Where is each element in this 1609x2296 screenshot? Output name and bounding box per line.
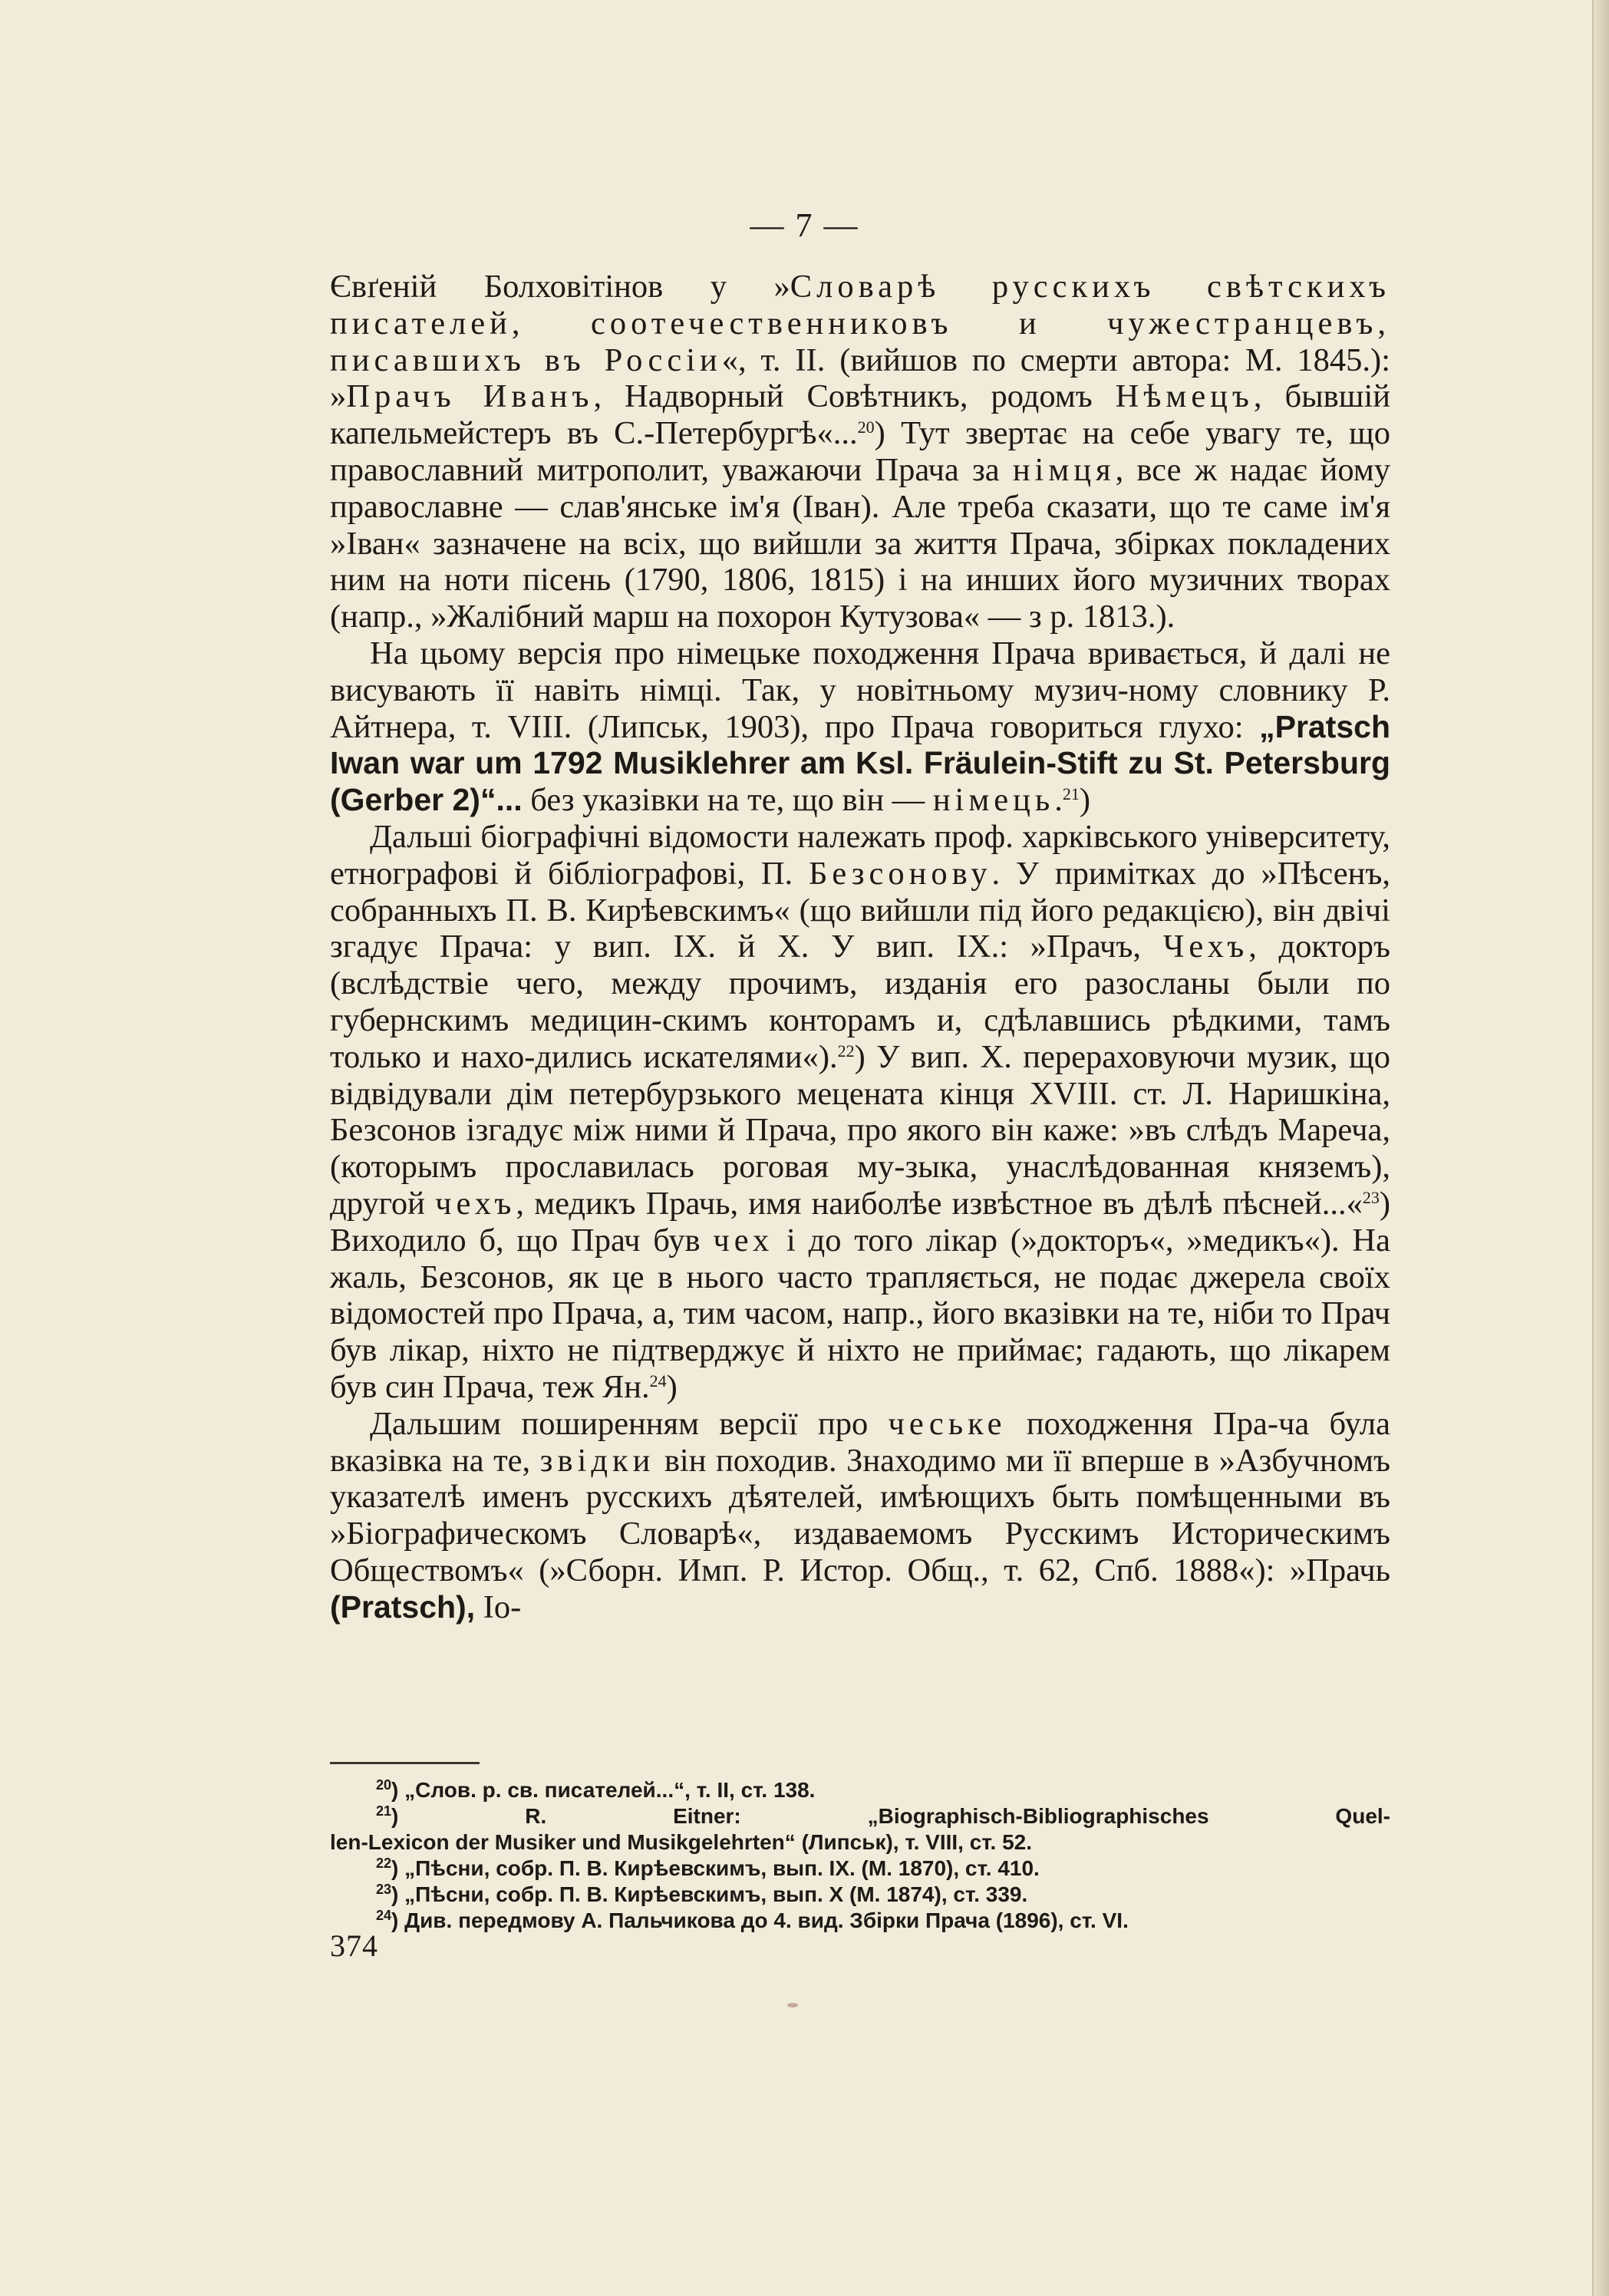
spaced-emphasis: чех: [713, 1222, 774, 1259]
footnote-text: „Слов. р. св. писателей...“, т. II, ст. 138.: [404, 1778, 816, 1802]
text-run: ) Тут: [874, 415, 950, 452]
footnote-number: 20: [376, 1777, 392, 1793]
spaced-emphasis: Безсонову: [808, 855, 992, 892]
text-run: на те, що він —: [707, 782, 933, 819]
text-run: Прача за: [875, 451, 1013, 488]
german-quote: (Pratsch),: [330, 1588, 476, 1625]
spaced-emphasis: писавшихъ въ Россіи: [330, 341, 722, 378]
text-run: Іо-: [475, 1588, 522, 1625]
text-run: на те, ніби то Прач був лікар, ніхто не підтверджує й ніхто не: [330, 1295, 1390, 1369]
text-run: издаваемомъ Русскимъ Историческимъ Обществомъ« (»Сборн.: [330, 1516, 1390, 1588]
spaced-emphasis: чехъ: [435, 1185, 516, 1222]
text-run: , Надворный Совѣтникъ, родомъ: [593, 378, 1093, 415]
text-run: і до того лікар (»докторъ«, »медикъ«). На жаль,: [330, 1222, 1390, 1295]
spaced-emphasis: німець: [932, 782, 1055, 819]
paragraph: [330, 819, 1390, 1406]
text-run: примітках до »Пѣсенъ, собранныхъ П. В. Кирѣевскимъ« (що: [330, 855, 1391, 929]
text-run: «, т. II. (вийшов по смерти автора:: [721, 341, 1231, 378]
text-run: відвідували дім петербурзького мецената кінця XVIII. ст. Л.: [330, 1075, 1213, 1112]
text-run: Євґеній Болховітінов у »: [330, 269, 790, 305]
paragraph: [330, 635, 1390, 819]
spaced-emphasis: Нѣмецъ: [1115, 378, 1254, 415]
text-run: дились искателями«).: [535, 1038, 838, 1075]
sheet-number: 374: [330, 1928, 378, 1963]
text-run: , докторъ (вслѣдствіе чего, между: [330, 929, 1391, 1002]
german-quote: Ksl. Fräulein-Stift zu St. Petersburg (Gerber 2)“...: [330, 745, 1390, 818]
footnote: $^{23}$) „Пѣсни, собр. П. В. Кирѣевскимъ, вып. X (М. 1874), ст. 339.: [376, 1882, 1028, 1906]
text-run: він походив. Знаходимо ми її: [654, 1442, 1072, 1479]
footnote: $^{24}$) Див. передмову А. Пальчикова до 4. вид. Збірки Прача (1896), ст. VI.: [376, 1908, 1129, 1932]
footnote-ref: 21: [1062, 784, 1080, 804]
page-edge: [1592, 0, 1609, 2296]
page-number-header: — 7 —: [750, 206, 859, 244]
text-run: й X. У вип. IX.: »Прачъ,: [737, 929, 1163, 965]
text-run: вийшли під його редакцією), він двічі згадує Прача: у вип. IX.: [330, 892, 1390, 965]
text-run: . У: [991, 855, 1040, 892]
footnote-continuation: [330, 1829, 1390, 1856]
text-run: ча була вказівка на те,: [330, 1405, 1390, 1479]
footnote: $^{21}$) R. Eitner: „Biographisch-Bibliographisches Quel-: [376, 1803, 1390, 1828]
paragraph: [330, 1406, 1390, 1626]
footnote-number: 22: [376, 1856, 392, 1871]
footnote-text: Див. передмову А. Пальчикова до 4. вид. Збірки Прача (1896), ст. VI.: [404, 1908, 1129, 1932]
footnote-text: „Пѣсни, собр. П. В. Кирѣевскимъ, вып. IX. (М. 1870), ст. 410.: [404, 1856, 1040, 1880]
text-run: говориться глухо:: [990, 708, 1260, 745]
text-run: й далі не висувають її навіть німці. Так, у новітньому музич-: [330, 635, 1391, 708]
spaced-emphasis: писателей, соотечественниковъ и чужестранцевъ,: [330, 305, 1390, 341]
text-run: ) У вип. X. перераховуючи музик, що: [854, 1038, 1390, 1075]
text-run: имѣющихъ быть помѣщенными въ »Біографическомъ Словарѣ«,: [330, 1479, 1390, 1552]
text-run: каже: »въ слѣдъ Мареча, (которымъ прославилась роговая му-: [330, 1112, 1390, 1186]
footnotes: [330, 1777, 1390, 1934]
text-run: , бывшій капельмейстеръ въ С.-Петербургѣ«...: [330, 378, 1391, 452]
text-run: .: [1054, 782, 1063, 819]
text-run: Наришкіна, Безсонов ізгадує між ними й Прача, про якого він: [330, 1075, 1391, 1149]
paper-speck: [787, 2003, 798, 2007]
text-run: походження Пра-: [1006, 1405, 1278, 1442]
main-text: [330, 269, 1390, 1625]
text-run: Прач був: [571, 1222, 714, 1259]
footnote: $^{20}$) „Слов. р. св. писателей...“, т. II, ст. 138.: [376, 1777, 816, 1802]
paragraph: [330, 269, 1390, 635]
footnote: $^{22}$) „Пѣсни, собр. П. В. Кирѣевскимъ, вып. IX. (М. 1870), ст. 410.: [376, 1856, 1040, 1880]
spaced-emphasis: чеське: [888, 1405, 1007, 1442]
text-run: вперше в »Азбучномъ указателѣ именъ русскихъ дѣятелей,: [330, 1442, 1390, 1516]
spaced-emphasis: звідки: [539, 1442, 655, 1479]
text-run: ) Виходило б, що: [330, 1185, 1391, 1259]
spaced-emphasis: німця: [1012, 451, 1116, 488]
footnote-text: len-Lexicon der Musiker und Musikgelehrten“ (Липськ), т. VIII, ст. 52.: [330, 1830, 1033, 1854]
footnote-text: „Пѣсни, собр. П. В. Кирѣевскимъ, вып. X (М. 1874), ст. 339.: [404, 1882, 1028, 1906]
text-run: ному словнику Р. Айтнера, т. VIII. (Липськ, 1903), про Прача: [330, 671, 1390, 745]
text-run: Безсонов, як це в нього часто трапляється, не подає джерела: [420, 1259, 1306, 1295]
text-run: приймає; гадають, що лікарем був син Прача, теж Ян.: [330, 1332, 1391, 1405]
footnote-divider: [330, 1762, 480, 1764]
text-run: Дальшим поширенням версії про: [370, 1405, 889, 1442]
text-run: своїх відомостей про Прача, а, тим часом, напр., його вказівки: [330, 1259, 1390, 1332]
footnote-number: 23: [376, 1882, 392, 1897]
text-run: р. 1813.).: [1050, 599, 1175, 635]
footnote-ref: 20: [857, 417, 875, 437]
text-run: ): [1079, 782, 1091, 819]
text-run: имя наиболѣе извѣстное въ дѣлѣ пѣсней...«: [748, 1185, 1363, 1222]
text-run: Дальші біографічні відомости належать проф. харківського: [370, 818, 1198, 855]
footnote-number: 21: [376, 1803, 392, 1819]
spaced-emphasis: Чехъ: [1162, 929, 1249, 965]
text-run: університету, етнографові й бібліографові, П.: [330, 818, 1390, 892]
text-run: , медикъ Прачь,: [516, 1185, 739, 1222]
footnote-ref: 24: [649, 1371, 667, 1390]
text-run: без указівки: [522, 782, 700, 819]
text-run: ): [666, 1368, 678, 1405]
german-quote: „Pratsch Iwan war um 1792 Musiklehrer am: [330, 708, 1391, 781]
text-run: зыка, унаслѣдованная княземъ), другой: [330, 1149, 1390, 1222]
text-run: на ноти пісень (1790, 1806, 1815) і на инших його музичних: [398, 562, 1284, 599]
spaced-emphasis: Словарѣ русскихъ свѣтскихъ: [790, 269, 1390, 305]
text-run: скимъ конторамъ и, сдѣлавшись рѣдкими, тамъ только и нахо-: [330, 1001, 1391, 1075]
spaced-emphasis: Прачъ Иванъ: [346, 378, 594, 415]
text-run: звертає на себе увагу те, що православний митрополит, уважаючи: [330, 415, 1390, 488]
text-run: творах (напр., »Жалібний марш на похорон Кутузова« — з: [330, 562, 1391, 635]
text-run: На цьому версія про німецьке походження Прача вривається,: [370, 635, 1248, 671]
text-run: на всіх, що вийшли за життя Прача, збірках покладених ним: [330, 525, 1391, 599]
footnote-ref: 22: [837, 1041, 855, 1061]
text-run: М. 1845.): »: [330, 341, 1391, 415]
text-run: , все ж надає йому православне — слав'янське: [330, 451, 1391, 525]
text-run: Имп. Р. Истор. Общ., т. 62, Спб. 1888«): »Прачь: [678, 1552, 1390, 1588]
footnote-number: 24: [376, 1908, 392, 1923]
text-run: прочимъ, изданія его разосланы были по губернскимъ медицин-: [330, 965, 1391, 1038]
text-run: ім'я (Іван). Але треба сказати, що те саме ім'я »Іван« зазначене: [330, 488, 1390, 562]
footnote-ref: 23: [1362, 1187, 1380, 1207]
footnote-text: R. Eitner: „Biographisch-Bibliographisches Quel-: [525, 1804, 1390, 1828]
